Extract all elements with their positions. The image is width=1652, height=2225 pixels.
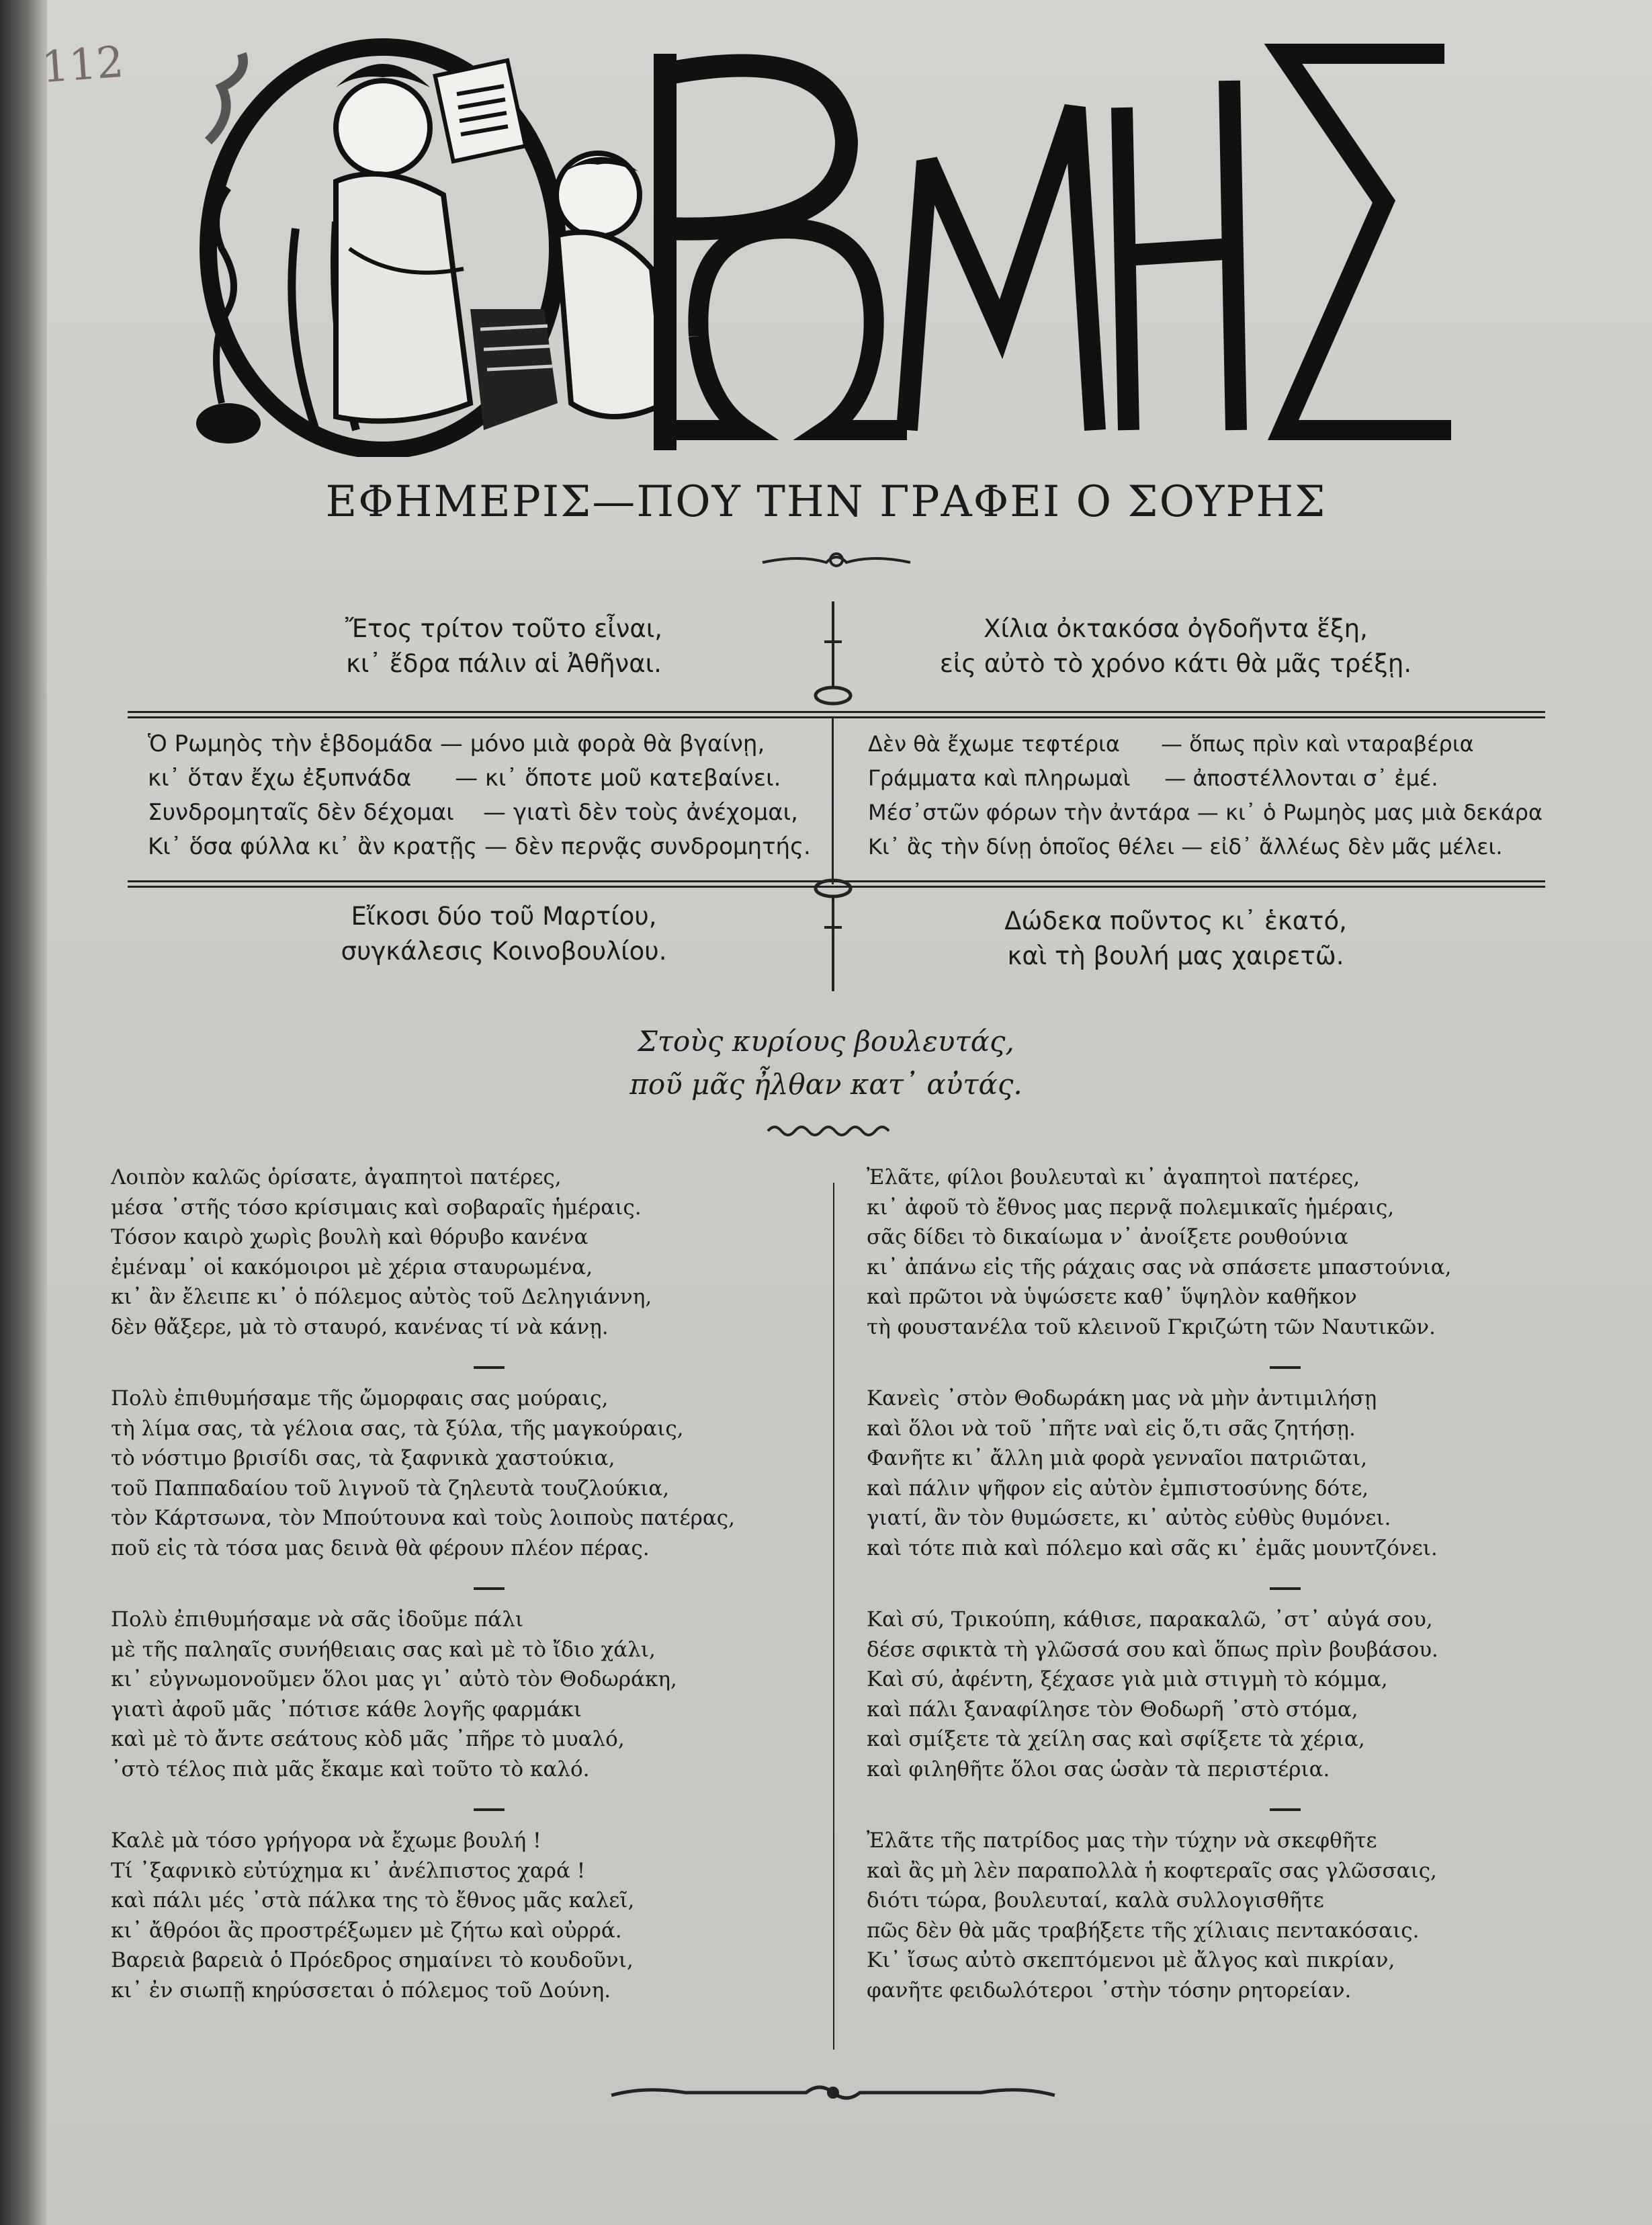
stanza-separator bbox=[1270, 1587, 1301, 1590]
stanza-right-4: Ἐλᾶτε τῆς πατρίδος μας τὴν τύχην νὰ σκεφθῆτε καὶ ἂς μὴ λὲν παραπολλὰ ἡ κοφτεραῖς σας γλῶσσαις, διότι τώρα, βουλευταί, καλὰ συλλογισθῆτε πῶς δὲν θὰ μᾶς τραβήξετε τῆς χίλιαις πεντακόσαις. Κι᾿ ἴσως αὐτὸ σκεπτόμενοι μὲ ἄλγος καὶ πικρίαν, φανῆτε φειδωλότεροι ᾿στὴν τόσην ρητορείαν. bbox=[867, 1829, 1437, 2003]
stanza-separator bbox=[474, 1808, 505, 1811]
stanza-left-4: Καλὲ μὰ τόσο γρήγορα νὰ ἔχωμε βουλή ! Τί ᾿ξαφνικὸ εὐτύχημα κι᾿ ἀνέλπιστος χαρά ! καὶ πάλι μές ᾿στὰ πάλκα της τὸ ἔθνος μᾶς καλεῖ, κι᾿ ἄθρόοι ἂς προστρέξωμεν μὲ ζήτω καὶ οὐρρά. Βαρειὰ βαρειὰ ὁ Πρόεδρος σημαίνει τὸ κουδοῦνι, κι᾿ ἐν σιωπῇ κηρύσσεται ὁ πόλεμος τοῦ Δούνη. bbox=[111, 1829, 635, 2003]
header-center-rule bbox=[832, 716, 834, 884]
divider-ornament-top bbox=[810, 601, 857, 709]
newspaper-subtitle: ΕΦΗΜΕΡΙΣ—ΠΟΥ ΤΗΝ ΓΡΑΦΕΙ Ο ΣΟΥΡΗΣ bbox=[325, 477, 1327, 527]
header-row3-left: Εἴκοσι δύο τοῦ Μαρτίου, συγκάλεσις Κοινοβουλίου. bbox=[341, 902, 667, 966]
rule-1b bbox=[128, 716, 1545, 718]
stanza-separator bbox=[474, 1366, 505, 1369]
divider-ornament-bottom bbox=[810, 874, 857, 995]
stanza-left-1: Λοιπὸν καλῶς ὁρίσατε, ἀγαπητοὶ πατέρες, μέσα ᾿στῆς τόσο κρίσιμαις καὶ σοβαραῖς ἡμέραις. Τόσον καιρὸ χωρὶς βουλὴ καὶ θόρυβο κανένα ἐμέναμ᾿ οἱ κακόμοιροι μὲ χέρια σταυρωμένα, κι᾿ ἂν ἔλειπε κι᾿ ὁ πόλεμος αὐτὸς τοῦ Δεληγιάννη, δὲν θἄξερε, μὰ τὸ σταυρό, κανένας τί νὰ κάνῃ. bbox=[111, 1165, 652, 1339]
header-row1-right: Χίλια ὀκτακόσα ὀγδοῆντα ἕξη, εἰς αὐτὸ τὸ χρόνο κάτι θὰ μᾶς τρέξῃ. bbox=[939, 614, 1412, 678]
dedication: Στοὺς κυρίους βουλευτάς, ποῦ μᾶς ἦλθαν κατ᾿ αὐτάς. bbox=[629, 1025, 1023, 1101]
book-binding-edge bbox=[0, 0, 47, 2225]
stanza-separator bbox=[474, 1587, 505, 1590]
poem-right-column bbox=[867, 1163, 1451, 2029]
rule-1a bbox=[128, 711, 1545, 713]
masthead-illustration bbox=[181, 27, 1458, 457]
stanza-separator bbox=[1270, 1366, 1301, 1369]
stanza-left-3: Πολὺ ἐπιθυμήσαμε νὰ σᾶς ἰδοῦμε πάλι μὲ τῆς παληαῖς συνήθειαις σας καὶ μὲ τὸ ἴδιο χάλι, κι᾿ εὐγνωμονοῦμεν ὅλοι μας γι᾿ αὐτὸ τὸν Θοδωράκη, γιατὶ ἀφοῦ μᾶς ᾿πότισε κάθε λογῆς φαρμάκι καὶ μὲ τὸ ἄντε σεάτους κὸδ μᾶς ᾿πῆρε τὸ μυαλό, ᾿στὸ τέλος πιὰ μᾶς ἔκαμε καὶ τοῦτο τὸ καλό. bbox=[111, 1607, 677, 1781]
header-row3-right: Δώδεκα ποῦντος κι᾿ ἑκατό, καὶ τὴ βουλή μας χαιρετῶ. bbox=[1004, 907, 1347, 970]
header-row1-left: Ἔτος τρίτον τοῦτο εἶναι, κι᾿ ἔδρα πάλιν αἱ Ἀθῆναι. bbox=[345, 614, 663, 678]
poem-left-column bbox=[111, 1163, 735, 2029]
stanza-right-1: Ἐλᾶτε, φίλοι βουλευταὶ κι᾿ ἀγαπητοὶ πατέρες, κι᾿ ἀφοῦ τὸ ἔθνος μας περνᾷ πολεμικαῖς ἡμέραις, σᾶς δίδει τὸ δικαίωμα ν᾿ ἀνοίξετε ρουθούνια κι᾿ ἀπάνω εἰς τῆς ράχαις σας νὰ σπάσετε μπαστούνια, καὶ πρῶτοι νὰ ὑψώσετε καθ᾿ ὕψηλὸν καθῆκον τὴ φουστανέλα τοῦ κλεινοῦ Γκριζώτη τῶν Ναυτικῶν. bbox=[867, 1165, 1452, 1339]
dedication-flourish bbox=[765, 1121, 899, 1141]
stanza-right-2: Κανεὶς ᾿στὸν Θοδωράκη μας νὰ μὴν ἀντιμιλήσῃ καὶ ὅλοι νὰ τοῦ ᾿πῆτε ναὶ εἰς ὅ,τι σᾶς ζητήσῃ. Φανῆτε κι᾿ ἄλλη μιὰ φορὰ γενναῖοι πατριῶται, καὶ πάλιν ψῆφον εἰς αὐτὸν ἐμπιστοσύνης δότε, γιατί, ἂν τὸν θυμώσετε, κι᾿ αὐτὸς εὐθὺς θυμόνει. καὶ τότε πιὰ καὶ πόλεμο καὶ σᾶς κι᾿ ἐμᾶς μουντζόνει. bbox=[867, 1386, 1438, 1560]
header-row2-right: Δὲν θὰ ἔχωμε τεφτέρια — ὅπως πρὶν καὶ νταραβέρια Γράμματα καὶ πληρωμαὶ — ἀποστέλλονται σ᾿ ἐμέ. Μέσ᾿στῶν φόρων τὴν ἀντάρα — κι᾿ ὁ Ρωμηὸς μας μιὰ δεκάρα Κι᾿ ἂς τὴν δίνῃ ὁποῖος θέλει — εἰδ᾿ ἄλλέως δὲν μᾶς μέλει. bbox=[868, 731, 1543, 859]
stanza-separator bbox=[1270, 1808, 1301, 1811]
stanza-right-3: Καὶ σύ, Τρικούπη, κάθισε, παρακαλῶ, ᾿στ᾿ αὐγά σου, δέσε σφικτὰ τὴ γλῶσσά σου καὶ ὅπως πρὶν βουβάσου. Καὶ σύ, ἀφέντη, ξέχασε γιὰ μιὰ στιγμὴ τὸ κόμμα, καὶ πάλι ξαναφίλησε τὸν Θοδωρῆ ᾿στὸ στόμα, καὶ σμίξετε τὰ χείλη σας καὶ σφίξετε τὰ χέρια, καὶ φιληθῆτε ὅλοι σας ὡσὰν τὰ περιστέρια. bbox=[867, 1607, 1438, 1781]
subtitle-flourish bbox=[759, 548, 914, 575]
stanza-left-2: Πολὺ ἐπιθυμήσαμε τῆς ὤμορφαις σας μούραις, τὴ λίμα σας, τὰ γέλοια σας, τὰ ξύλα, τῆς μαγκούραις, τὸ νόστιμο βρισίδι σας, τὰ ξαφνικὰ χαστούκια, τοῦ Παππαδαίου τοῦ λιγνοῦ τὰ ζηλευτὰ τουζλούκια, τὸν Κάρτσωνα, τὸν Μπούτουνα καὶ τοὺς λοιποὺς πατέρας, ποῦ εἰς τὰ τόσα μας δεινὰ θὰ φέρουν πλέον πέρας. bbox=[111, 1386, 735, 1560]
header-row2-left: Ὁ Ρωμηὸς τὴν ἑβδομάδα — μόνο μιὰ φορὰ θὰ βγαίνῃ, κι᾿ ὅταν ἔχω ἐξυπνάδα — κι᾿ ὅποτε μοῦ κατεβαίνει. Συνδρομηταῖς δὲν δέχομαι — γιατὶ δὲν τοὺς ἀνέχομαι, Κι᾿ ὅσα φύλλα κι᾿ ἂν κρατῇς — δὲν περνᾷς συνδρομητής. bbox=[148, 730, 811, 860]
poem-column-rule bbox=[833, 1183, 834, 2050]
footer-ornament bbox=[605, 2076, 1061, 2110]
handwritten-page-number: 112 bbox=[40, 37, 126, 93]
